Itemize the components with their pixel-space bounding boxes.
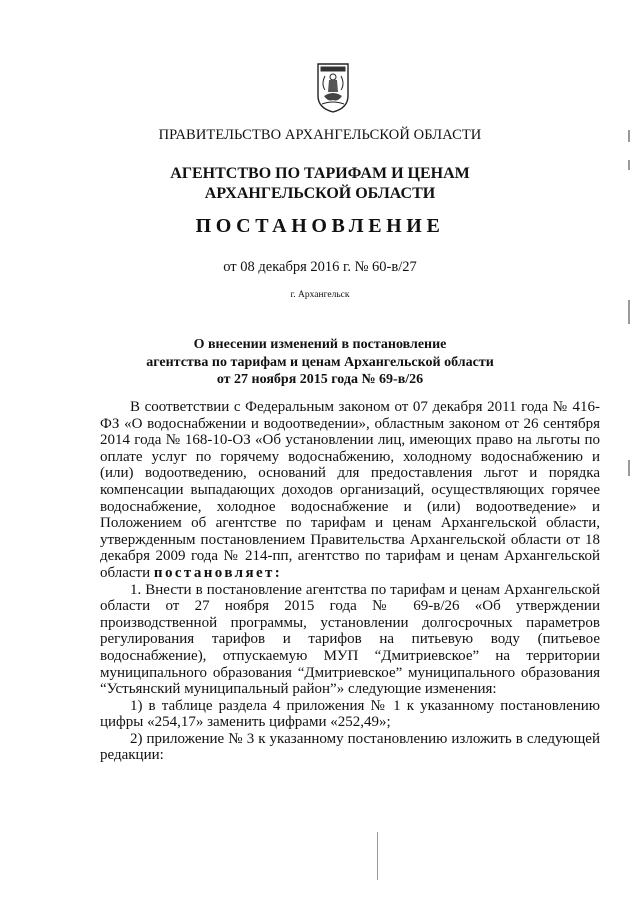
agency-name-line2: АРХАНГЕЛЬСКОЙ ОБЛАСТИ <box>204 185 436 202</box>
subject-line1: О внесении изменений в постановление <box>193 337 447 352</box>
subject-line3: от 27 ноября 2015 года № 69-в/26 <box>216 372 424 387</box>
preamble-paragraph <box>100 399 600 582</box>
scan-mark <box>628 300 630 324</box>
city-name: г. Архангельск <box>290 290 350 300</box>
arkhangelsk-coat-of-arms-icon <box>316 62 350 114</box>
item-1-paragraph: 1. Внести в постановление агентства по тарифам и ценам Архангельской области от 27 ноября 2015 года № 69-в/26 «Об утверждении производственной программы, установлении долгосрочных параметров регулирования тарифов и тарифов на питьевую воду (питьевое водоснабжение), отпускаемую МУП “Дмитриевское” на территории муниципального образования “Дмитриевское” муниципального образования “Устьянский муниципальный район”» следующие изменения: <box>100 581 600 698</box>
scan-mark <box>377 832 378 880</box>
preamble-text: В соответствии с Федеральным законом от 07 декабря 2011 года № 416-ФЗ «О водоснабжении и водоотведении», областным законом от 26 сентября 2014 года № 168-10-ОЗ «Об установлении лиц, имеющих право на льготы по оплате услуг по горячему водоснабжению, холодному водоснабжению и (или) водоотведению, оснований для предоставления льгот и порядка компенсации выпадающих доходов организаций, осуществляющих горячее водоснабжение, холодное водоснабжение и (или) водоотведение» и Положением об агентстве по тарифам и ценам Архангельской области, утвержденным постановлением Правительства Архангельской области от 18 декабря 2009 года № 214-пп, агентство по тарифам и ценам Архангельской области <box>100 399 600 581</box>
resolves-keyword: постановляет: <box>153 564 283 581</box>
subitem-2-paragraph: 2) приложение № 3 к указанному постановлению изложить в следующей редакции: <box>100 730 600 764</box>
decree-body <box>100 399 600 764</box>
scan-mark <box>628 160 630 170</box>
decree-subject <box>0 336 640 389</box>
subject-line2: агентства по тарифам и ценам Архангельской области <box>146 354 494 370</box>
agency-name <box>0 164 640 204</box>
decree-date-number: от 08 декабря 2016 г. № 60-в/27 <box>223 259 417 275</box>
subitem-1-paragraph: 1) в таблице раздела 4 приложения № 1 к указанному постановлению цифры «254,17» заменить цифрами «252,49»; <box>100 697 600 731</box>
government-name: ПРАВИТЕЛЬСТВО АРХАНГЕЛЬСКОЙ ОБЛАСТИ <box>158 127 482 143</box>
document-type-title: ПОСТАНОВЛЕНИЕ <box>195 215 445 237</box>
scan-mark <box>628 130 630 142</box>
scan-mark <box>628 460 630 476</box>
agency-name-line1: АГЕНТСТВО ПО ТАРИФАМ И ЦЕНАМ <box>170 165 470 182</box>
